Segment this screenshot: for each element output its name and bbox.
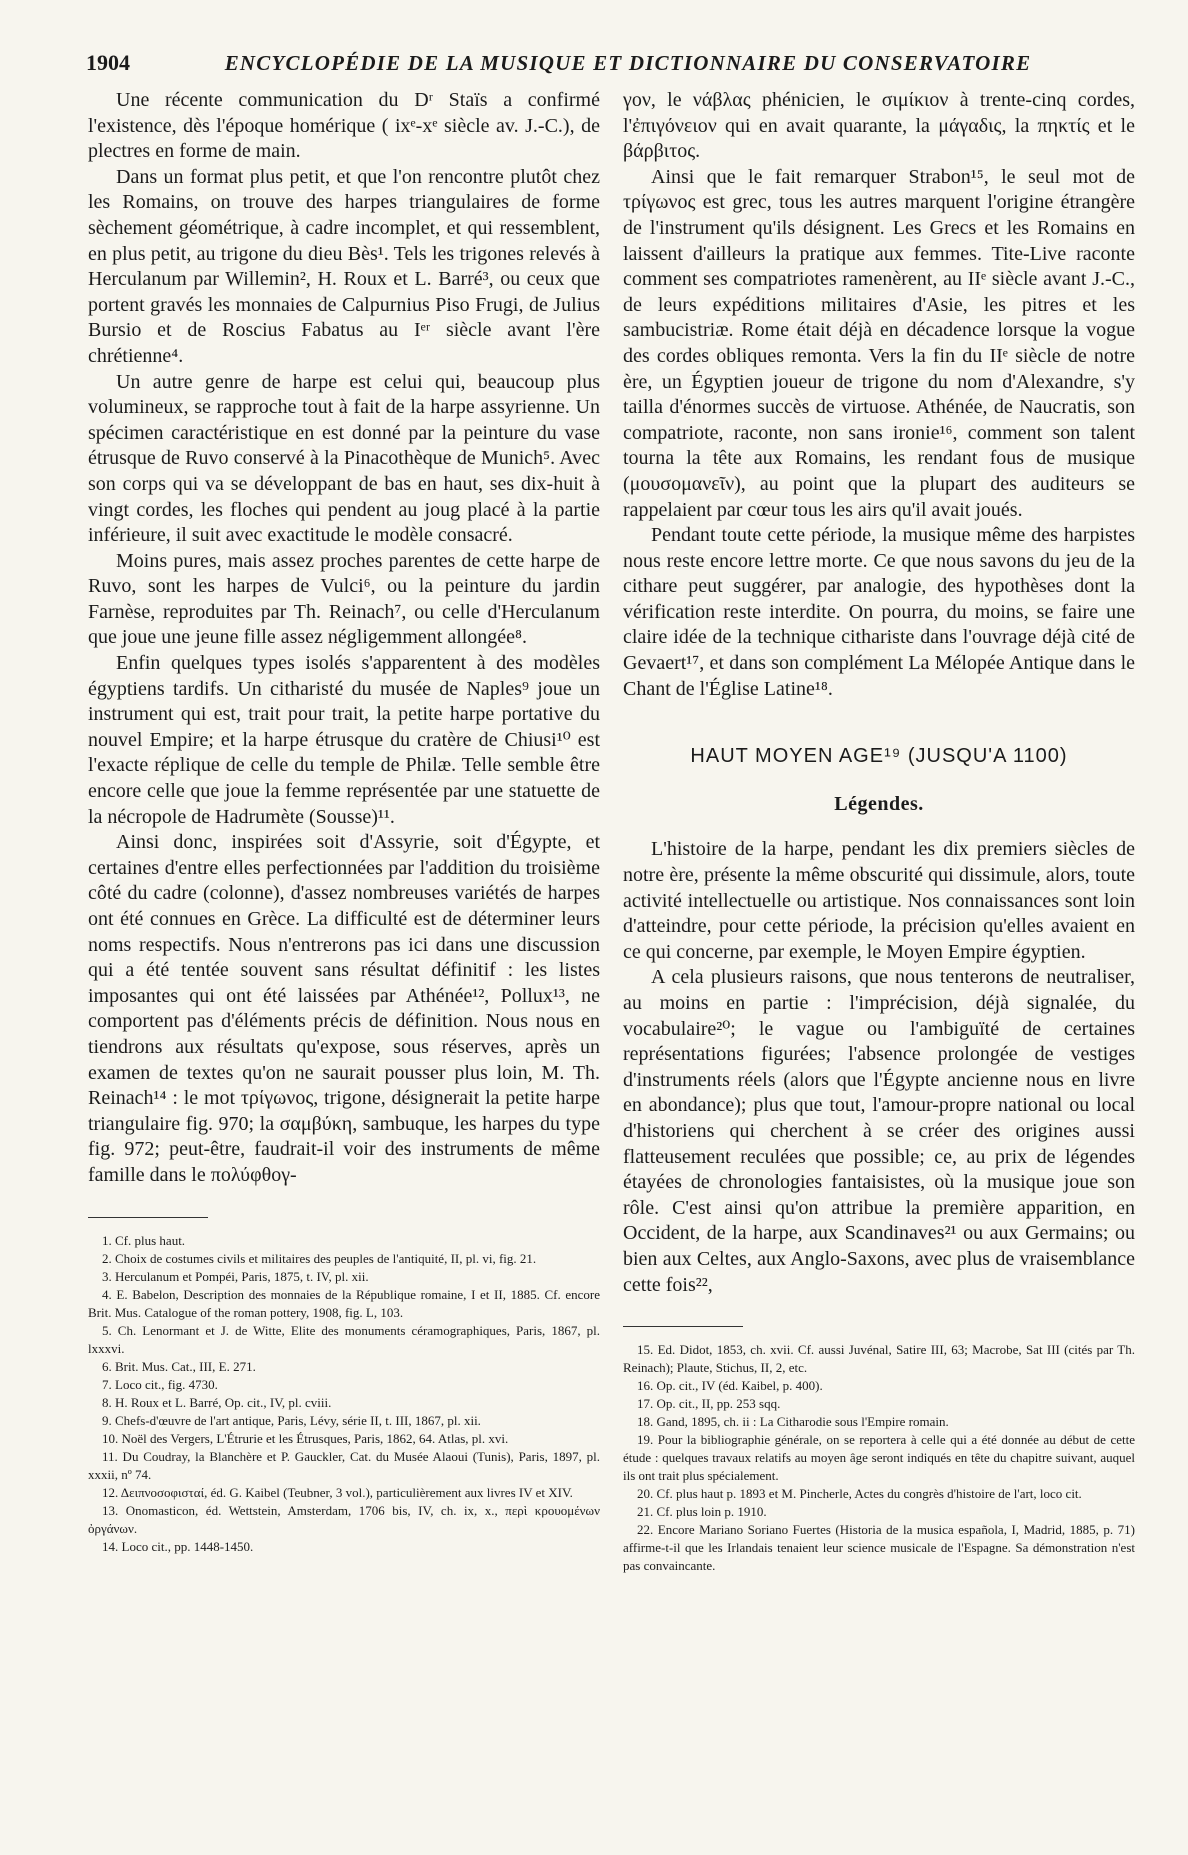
footnote: 18. Gand, 1895, ch. ii : La Citharodie sous l'Empire romain. bbox=[637, 1414, 949, 1430]
running-title: ENCYCLOPÉDIE DE LA MUSIQUE ET DICTIONNAIRE DU CONSERVATOIRE bbox=[224, 51, 1032, 75]
footnote: 10. Noël des Vergers, L'Étrurie et les Étrusques, Paris, 1862, 64. Atlas, pl. xvi. bbox=[102, 1430, 509, 1446]
footnote: 4. E. Babelon, Description des monnaies de la République romaine, I et II, 1885. Cf. encore Brit. Mus. Catalogue of the roman pottery, 1908, fig. L, 103. bbox=[88, 1286, 600, 1320]
paragraph: Moins pures, mais assez proches parentes de cette harpe de Ruvo, sont les harpes de Vulci⁶, ou la peinture du jardin Farnèse, reproduites par Th. Reinach⁷, ou celle d'Herculanum que joue une jeune fille assez négligemment allongée⁸. bbox=[88, 549, 600, 649]
footnote: 11. Du Coudray, la Blanchère et P. Gauckler, Cat. du Musée Alaoui (Tunis), Paris, 1897, pl. xxxii, nº 74. bbox=[88, 1448, 600, 1482]
left-column bbox=[88, 88, 600, 1556]
footnote: 3. Herculanum et Pompéi, Paris, 1875, t. IV, pl. xii. bbox=[102, 1268, 369, 1284]
right-column bbox=[623, 88, 1135, 1575]
footnote: 12. Δειπνοσοφισταί, éd. G. Kaibel (Teubner, 3 vol.), particulièrement aux livres IV et XIV. bbox=[102, 1484, 573, 1500]
paragraph: Enfin quelques types isolés s'apparentent à des modèles égyptiens tardifs. Un citharisté du musée de Naples⁹ joue un instrument qui est, trait pour trait, la petite harpe portative du nouvel Empire; et la harpe étrusque du cratère de Chiusi¹⁰ est l'exacte réplique de celle du temple de Philæ. Telle semble être encore celle que joue la femme représentée par une statuette de la nécropole de Hadrumète (Sousse)¹¹. bbox=[88, 652, 600, 828]
footnote-rule bbox=[88, 1217, 208, 1218]
footnote: 8. H. Roux et L. Barré, Op. cit., IV, pl. cviii. bbox=[102, 1394, 332, 1410]
footnote: 2. Choix de costumes civils et militaires des peuples de l'antiquité, II, pl. vi, fig. 21. bbox=[102, 1250, 537, 1266]
paragraph: Dans un format plus petit, et que l'on rencontre plutôt chez les Romains, on trouve des harpes triangulaires de forme sèchement géométrique, à cadre incomplet, et qui ressemblent, en plus petit, au trigone du dieu Bès¹. Tels les trigones relevés à Herculanum par Willemin², H. Roux et L. Barré³, ou ceux que portent gravés les monnaies de Calpurnius Piso Frugi, de Julius Bursio et de Roscius Fabatus au Iᵉʳ siècle avant l'ère chrétienne⁴. bbox=[88, 165, 600, 367]
footnote: 14. Loco cit., pp. 1448-1450. bbox=[102, 1538, 254, 1554]
paragraph: Un autre genre de harpe est celui qui, beaucoup plus volumineux, se rapproche tout à fait de la harpe assyrienne. Un spécimen caractéristique en est donné par la peinture du vase étrusque de Ruvo conservé à la Pinacothèque de Munich⁵. Avec son corps qui va se développant de bas en haut, ses dix-huit à vingt cordes, les floches qui pendent au joug placé à la partie inférieure, il suit avec exactitude le modèle consacré. bbox=[88, 370, 600, 547]
footnote: 6. Brit. Mus. Cat., III, E. 271. bbox=[102, 1358, 256, 1374]
footnote: 15. Ed. Didot, 1853, ch. xvii. Cf. aussi Juvénal, Satire III, 63; Macrobe, Sat III (cités par Th. Reinach); Plaute, Stichus, II, 2, etc. bbox=[623, 1342, 1135, 1376]
footnote: 17. Op. cit., II, pp. 253 sqq. bbox=[637, 1396, 781, 1412]
footnotes-left bbox=[88, 1232, 600, 1556]
footnote: 22. Encore Mariano Soriano Fuertes (Historia de la musica española, I, Madrid, 1885, p. 71) affirme-t-il que les Irlandais tenaient leur science musicale de l'Espagne. Sa démonstration n'est pas convaincante. bbox=[623, 1522, 1135, 1574]
page-header bbox=[86, 50, 1126, 80]
paragraph: Ainsi que le fait remarquer Strabon¹⁵, le seul mot de τρίγωνος est grec, tous les autres marquent l'origine étrangère de l'instrument qu'ils désignent. Les Grecs et les Romains en laissent d'ailleurs la pratique aux femmes. Tite-Live raconte comment ses compatriotes ramenèrent, au IIᵉ siècle avant J.-C., de leurs expéditions militaires d'Asie, les pitres et les sambucistriæ. Rome était déjà en décadence lorsque la vogue des cordes obliques remonta. Vers la fin du IIᵉ siècle de notre ère, un Égyptien joueur de trigone du nom d'Alexandre, s'y tailla d'énormes succès de virtuose. Athénée, de Naucratis, son compatriote, raconte, non sans ironie¹⁶, comment son talent tourna la tête aux Romains, les rendant fous de musique (μουσομανεῖν), au point que la plupart des auditeurs se rappelaient par cœur tous les airs qu'il avait joués. bbox=[623, 165, 1135, 521]
paragraph: A cela plusieurs raisons, que nous tenterons de neutraliser, au moins en partie : l'imprécision, déjà signalée, du vocabulaire²⁰; le vague ou l'ambiguïté de certaines représentations figurées; l'absence prolongée de vestiges d'instruments réels (alors que l'Égypte ancienne nous en livre en abondance); plus que tout, l'amour-propre national ou local d'historiens qui cherchent à se créer des origines aussi flatteusement reculées que possible; ce, au prix de légendes étayées de chronologies fantaisistes, où la musique joue son rôle. C'est ainsi qu'on attribue la première apparition, en Occident, de la harpe, aux Scandinaves²¹ ou aux Germains; ou bien aux Celtes, aux Anglo-Saxons, avec plus de vraisemblance cette fois²², bbox=[623, 966, 1135, 1296]
footnote: 7. Loco cit., fig. 4730. bbox=[102, 1376, 218, 1392]
footnotes-right bbox=[623, 1341, 1135, 1575]
footnote: 21. Cf. plus loin p. 1910. bbox=[637, 1504, 767, 1520]
paragraph: Pendant toute cette période, la musique même des harpistes nous reste encore lettre morte. Ce que nous savons du jeu de la cithare peut suggérer, par analogie, des hypothèses dont la vérification reste interdite. On pourra, du moins, se faire une claire idée de la technique cithariste dans l'ouvrage déjà cité de Gevaert¹⁷, et dans son complément La Mélopée Antique dans le Chant de l'Église Latine¹⁸. bbox=[623, 524, 1135, 700]
footnote: 5. Ch. Lenormant et J. de Witte, Elite des monuments céramographiques, Paris, 1867, pl. lxxxvi. bbox=[88, 1322, 600, 1356]
section-title: HAUT MOYEN AGE¹⁹ (JUSQU'A 1100) bbox=[690, 745, 1068, 768]
footnote: 19. Pour la bibliographie générale, on se reportera à celle qui a été donnée au début de cette étude : quelques travaux relatifs au moyen âge seront indiqués en tête du chapitre suivant, auquel ils ont trait plus spécialement. bbox=[623, 1432, 1135, 1484]
footnote: 20. Cf. plus haut p. 1893 et M. Pincherle, Actes du congrès d'histoire de l'art, loco cit. bbox=[637, 1486, 1082, 1502]
paragraph: Une récente communication du Dʳ Staïs a confirmé l'existence, dès l'époque homérique ( ixᵉ-xᵉ siècle av. J.-C.), de plectres en forme de main. bbox=[88, 89, 600, 163]
footnote: 16. Op. cit., IV (éd. Kaibel, p. 400). bbox=[637, 1378, 823, 1394]
subsection-title: Légendes. bbox=[834, 792, 924, 815]
paragraph: L'histoire de la harpe, pendant les dix premiers siècles de notre ère, présente la même obscurité qui dissimule, alors, toute activité intellectuelle ou artistique. Nos connaissances sont loin d'atteindre, pour cette période, la précision qu'elles avaient en ce qui concerne, par exemple, le Moyen Empire égyptien. bbox=[623, 838, 1135, 963]
footnote: 13. Onomasticon, éd. Wettstein, Amsterdam, 1706 bis, IV, ch. ix, x., περὶ κρουομένων ὀργάνων. bbox=[88, 1502, 600, 1536]
paragraph: γον, le νάβλας phénicien, le σιμίκιον à trente-cinq cordes, l'ἐπιγόνειον qui en avait quarante, la μάγαδις, la πηκτίς et le βάρβιτος. bbox=[623, 89, 1135, 163]
footnote: 9. Chefs-d'œuvre de l'art antique, Paris, Lévy, série II, t. III, 1867, pl. xii. bbox=[102, 1412, 481, 1428]
paragraph: Ainsi donc, inspirées soit d'Assyrie, soit d'Égypte, et certaines d'entre elles perfectionnées par l'addition du troisième côté du cadre (colonne), d'assez nombreuses variétés de harpes ont été connues en Grèce. La difficulté est de déterminer leurs noms respectifs. Nous n'entrerons pas ici dans une discussion qui a été tentée souvent sans résultat définitif : les listes imposantes qui ont été laissées par Athénée¹², Pollux¹³, ne comportent pas d'éléments précis de définition. Nous nous en tiendrons aux résultats qu'expose, sous réserves, après un examen de textes qu'on ne saurait pousser plus loin, M. Th. Reinach¹⁴ : le mot τρίγωνος, trigone, désignerait la petite harpe triangulaire fig. 970; la σαμβύκη, sambuque, les harpes du type fig. 972; peut-être, faudrait-il voir des instruments de même famille dans le πολύφθογ- bbox=[88, 831, 600, 1186]
footnote: 1. Cf. plus haut. bbox=[102, 1232, 186, 1248]
page-number: 1904 bbox=[86, 50, 130, 75]
footnote-rule bbox=[623, 1326, 743, 1327]
